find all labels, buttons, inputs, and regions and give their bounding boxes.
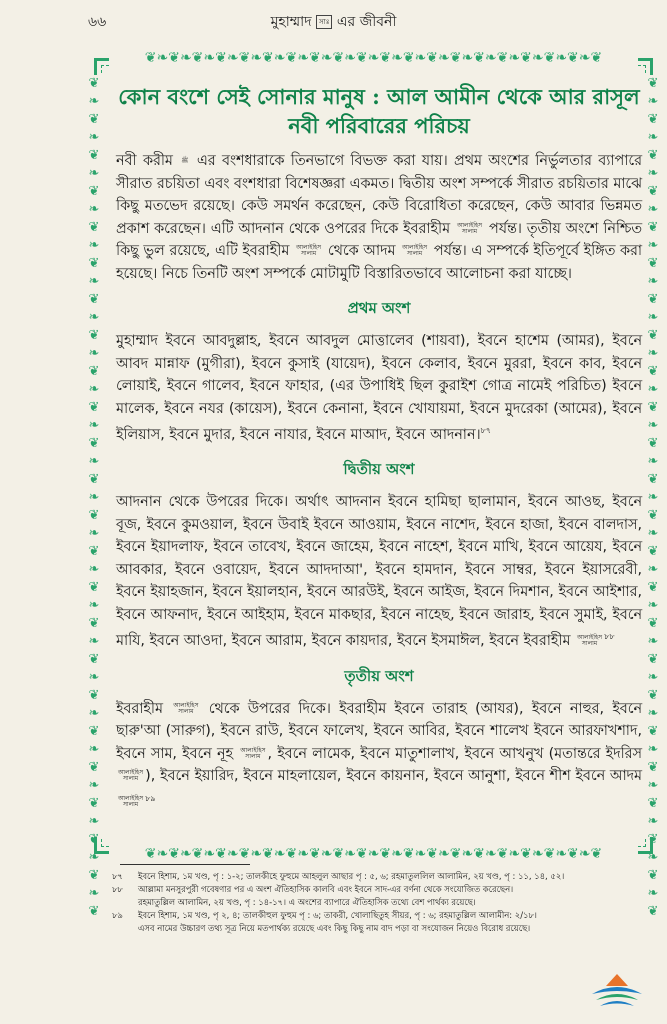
intro-text-2: পর্যন্ত। তৃতীয় অংশে নিশ্চিত কিছু ভুল রয়েছে, এটি ইবরাহীম	[116, 220, 643, 259]
honorific-line2: সালাম	[407, 250, 423, 257]
footnote-number	[112, 896, 138, 909]
running-title-name: মুহাম্মাদ	[270, 14, 312, 30]
section-heading-second: দ্বিতীয় অংশ	[343, 460, 415, 479]
intro-text-3: থেকে আদম	[327, 243, 396, 259]
footnote-text: রহমাতুল্লিল আলামিন, ২য় খণ্ড, পৃ : ১৪-১৭। এ অংশের ব্যাপারে ঐতিহাসিক তথ্যে বেশ পার্থক্য রয়েছে।	[138, 897, 476, 907]
vine-border-right-icon: ❦❧❦❧❦❧❦❧❦❧❦❧❦❧❦❧❦❧❦❧❦❧❦❧❦❧❦❧❦❧❦❧❦❧❦❧❦❧❦❧❦❧❦❧❦❧❦	[645, 75, 661, 837]
prophet-seal-icon: সাঃ	[316, 15, 332, 29]
honorific-line1: আলাইহিস	[456, 221, 483, 229]
alaihis-salam-icon	[173, 703, 198, 715]
lineage-third-2: , ইবনে লামেক, ইবনে মাতুশালাখ, ইবনে আখনুখ (মতান্তরে ইদরিস	[267, 745, 642, 762]
footnotes	[112, 870, 642, 935]
footnote-ref-89[interactable]: ৮৯	[145, 793, 156, 803]
footnote-text: আল্লামা মনসুরপুরী গবেষণার পর এ অংশ ঐতিহাসিক কালবি এবং ইবনে সাদ-এর বর্ণনা থেকে সংযোজিত করেছেন।	[138, 884, 514, 894]
vine-border-bottom-icon: ❦❧❦❧❦❧❦❧❦❧❦❧❦❧❦❧❦❧❦❧❦❧❦❧❦❧❦❧❦❧❦❧❦❧❦❧❦❧❦	[109, 845, 638, 863]
lineage-second: আদনান থেকে উপরের দিকে। অর্থাৎ আদনান ইবনে হামিছা ছালামান, ইবনে আওছ, ইবনে বূজ, ইবনে কুমওয়াল, ইবনে উবাই ইবনে আওয়াম, ইবনে নাশেদ, ইবনে হাজা, ইবনে বালদাস, ইবনে ইয়াদলাফ, ইবনে তাবেখ, ইবনে জাহেম, ইবনে নাহেশ, ইবনে মাখি, ইবনে আয়েয, ইবনে আবকার, ইবনে ওবায়েদ, ইবনে আদদাআ', ইবনে হামদান, ইবনে সাম্বর, ইবনে ইয়াসরেবী, ইবনে ইয়াহজান, ইবনে ইয়ালহান, ইবনে আরউই, ইবনে আইজ, ইবনে দিমশান, ইবনে আইশার, ইবনে আফনাদ, ইবনে আইহাম, ইবনে মাকছার, ইবনে নাহেছ, ইবনে জারাহ, ইবনে সুমাই, ইবনে মাযি, ইবনে আওদা, ইবনে আরাম, ইবনে কায়দার, ইবনে ইসমাঈল, ইবনে ইবরাহীম	[116, 494, 642, 650]
lineage-third-lead: ইবরাহীম	[116, 700, 163, 717]
honorific-line2: সালাম	[122, 801, 139, 809]
footnote-text: ইবনে হিশাম, ১ম খণ্ড, পৃ ২, ৪; তালকীহুল ফুহুম পৃ : ৬; তাকরী, খোলাছিতুহ সীয়র, পৃ : ৬; রহমাতুল্লিল আলামীন: ২/১৮।	[138, 910, 537, 920]
footnote-text: ইবনে হিশাম, ১ম খণ্ড, পৃ : ১-২; তালকীহে ফুহুমে আহলুল আছার পৃ : ৫, ৬; রহমাতুললিল আলামিন, ২য় খণ্ড, পৃ : ১১, ১৪, ৫২।	[138, 871, 565, 881]
footnote-item	[112, 922, 642, 935]
alaihis-salam-icon	[457, 223, 482, 235]
footnote-number	[112, 922, 138, 935]
vine-border-left-icon: ❦❧❦❧❦❧❦❧❦❧❦❧❦❧❦❧❦❧❦❧❦❧❦❧❦❧❦❧❦❧❦❧❦❧❦❧❦❧❦❧❦❧❦❧❦❧❦	[86, 75, 102, 837]
footnote-text: এসব নামের উচ্চারণ তথ্য সূত্র নিয়ে মতপার্থক্য রয়েছে এবং কিছু কিছু নাম বাদ পড়া বা সংযোজন নিয়েও বিরোধ রয়েছে।	[138, 923, 531, 933]
intro-text: এর বংশধারাকে তিনভাগে বিভক্ত করা যায়। প্রথম অংশের নির্ভুলতার ব্যাপারে সীরাত রচয়িতা এবং বংশধারা বিশেষজ্ঞরা একমত। দ্বিতীয় অংশ সম্পর্কে সীরাত রচয়িতার মাঝে কিছু মতভেদ রয়েছে। কেউ সমর্থন করেছেন, কেউ বিরোধিতা করেছেন, কেউ আবার ভিন্নমত প্রকাশ করেছেন। এটি আদনান থেকে ওপরের দিকে ইবরাহীম	[116, 153, 642, 237]
honorific-line2: সালাম	[178, 707, 194, 715]
prophet-honorific-icon: ﷺ	[181, 157, 189, 164]
main-content	[116, 80, 642, 814]
lineage-first: মুহাম্মাদ ইবনে আবদুল্লাহ, ইবনে আবদুল মোত্তালেব (শায়বা), ইবনে হাশেম (আমর), ইবনে আবদ মান্নাফ (মুগীরা), ইবনে কুসাই (যায়েদ), ইবনে কেলাব, ইবনে মুররা, ইবনে কাব, ইবনে লোয়াই, ইবনে গালেব, ইবনে ফাহার, (এর উপাধিই ছিল কুরাইশ গোত্র নামেই পরিচিত) ইবনে মালেক, ইবনে নযর (কায়েস), ইবনে কেনানা, ইবনে খোযায়মা, ইবনে মুদরেকা (আমের), ইবনে ইলিয়াস, ইবনে মুদার, ইবনে নাযার, ইবনে মাআদ, ইবনে আদনান।	[116, 333, 642, 443]
honorific-line2: সালাম	[245, 752, 261, 760]
intro-text-4: পর্যন্ত। এ সম্পর্কে ইতিপূর্বে ইঙ্গিত করা হয়েছে। নিচে তিনটি অংশ সম্পর্কে মোটামুটি বিস্তারিতভাবে আলোচনা করা যাচ্ছে।	[116, 243, 643, 282]
alaihis-salam-icon	[118, 796, 143, 808]
publisher-logo-icon	[588, 972, 646, 1012]
honorific-line1: আলাইহিস	[576, 634, 603, 642]
honorific-line2: সালাম	[461, 227, 478, 235]
section-third-text	[116, 698, 642, 814]
footnote-item	[112, 883, 642, 896]
alaihis-salam-icon	[402, 245, 427, 257]
honorific-line1: আলাইহিস	[118, 795, 144, 803]
lineage-third-3: ), ইবনে ইয়ারিদ, ইবনে মাহলায়েল, ইবনে কায়নান, ইবনে আনুশা, ইবনে শীশ ইবনে আদম	[145, 768, 642, 785]
running-title-suffix: এর জীবনী	[336, 14, 397, 30]
footnote-divider	[120, 864, 250, 865]
footnote-number: ৮৯	[112, 910, 123, 920]
honorific-line2: সালাম	[122, 775, 139, 783]
footnote-ref-87[interactable]: ৮৭	[480, 426, 491, 435]
honorific-line1: আলাইহিস	[402, 244, 428, 251]
honorific-line2: সালাম	[300, 250, 317, 257]
footnote-number: ৮৭	[112, 871, 123, 881]
alaihis-salam-icon	[240, 748, 265, 760]
footnote-item	[112, 896, 642, 909]
honorific-line1: আলাইহিস	[295, 244, 322, 251]
section-heading-first: প্রথম অংশ	[347, 299, 411, 317]
honorific-line2: সালাম	[581, 640, 598, 648]
honorific-line1: আলাইহিস	[118, 769, 144, 777]
footnote-item	[112, 909, 642, 922]
intro-lead: নবী করীম	[116, 153, 173, 169]
lineage-third: থেকে উপরের দিকে। ইবরাহীম ইবনে তারাহ (আযর), ইবনে নাহুর, ইবনে ছারু'আ (সারুগ), ইবনে রাউ, ইবনে ফালেখ, ইবনে আবির, ইবনে শালেখ ইবনে আরফাখশাদ, ইবনে সাম, ইবনে নূহ	[116, 700, 642, 762]
running-title	[20, 10, 647, 34]
footnote-ref-88[interactable]: ৮৮	[604, 632, 615, 642]
alaihis-salam-icon	[296, 245, 321, 257]
honorific-line1: আলাইহিস	[240, 746, 266, 754]
vine-border-top-icon: ❦❧❦❧❦❧❦❧❦❧❦❧❦❧❦❧❦❧❦❧❦❧❦❧❦❧❦❧❦❧❦❧❦❧❦❧❦❧❦	[109, 49, 638, 67]
section-second-text	[116, 491, 642, 652]
section-first-text	[116, 330, 642, 446]
footnote-item	[112, 870, 642, 883]
footnote-number: ৮৮	[112, 884, 123, 894]
alaihis-salam-icon	[577, 635, 602, 647]
alaihis-salam-icon	[118, 770, 143, 782]
section-heading-third: তৃতীয় অংশ	[344, 666, 414, 685]
intro-paragraph	[116, 150, 642, 285]
honorific-line1: আলাইহিস	[173, 701, 199, 709]
chapter-title: কোন বংশে সেই সোনার মানুষ : আল আমীন থেকে আর রাসূল নবী পরিবারের পরিচয়	[118, 84, 640, 138]
page-header	[20, 6, 647, 32]
page-number: ৬৬	[88, 14, 107, 30]
